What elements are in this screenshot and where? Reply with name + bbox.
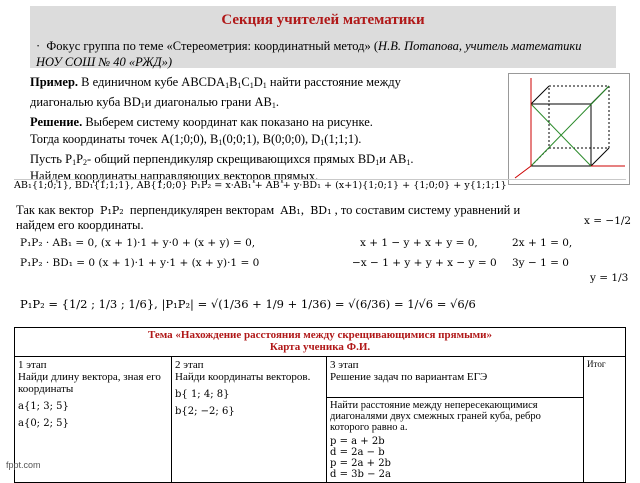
stage-1-title: 1 этап: [18, 359, 47, 371]
solution-line4: Найдем координаты направляющих векторов прямых.: [30, 169, 319, 183]
stage-2-vec-b1: b{ 1; 4; 8}: [175, 389, 230, 400]
system-line-3: 2x + 1 = 0,: [512, 237, 573, 249]
task-d2: d = 3b − 2a: [330, 469, 391, 480]
stage-2-vec-b2: b{2; −2; 6}: [175, 406, 235, 417]
equation-2: P₁P₂ · BD₁ = 0 (x + 1)·1 + y·1 + (x + y)·1 = 0: [20, 257, 260, 269]
stage-3-cell: [327, 357, 584, 398]
cube-diagram: [509, 74, 629, 184]
equation-1: P₁P₂ · AB₁ = 0, (x + 1)·1 + y·0 + (x + y) = 0,: [20, 237, 256, 249]
stage-2-title: 2 этап: [175, 359, 204, 371]
solution-line1: Решение. Выберем систему координат как показано на рисунке.: [30, 115, 373, 129]
system-line-1: x + 1 − y + x + y = 0,: [360, 237, 478, 249]
result-formula: P₁P₂ = {1/2 ; 1/3 ; 1/6}, |P₁P₂| = √(1/36 + 1/9 + 1/36) = √(6/36) = 1/√6 = √6/6: [20, 297, 476, 311]
example-line1: Пример. В единичном кубе $ABCDA_1B_1C_1D_1$ найти расстояние между: [30, 75, 401, 90]
diagonal-bd1: [531, 86, 609, 166]
solution-y: y = 1/3: [590, 272, 629, 284]
result-label: Итог: [587, 359, 606, 369]
axis-x: [515, 166, 531, 178]
stage-3-desc: Решение задач по вариантам ЕГЭ: [330, 371, 488, 383]
task-p1: p = a + 2b: [330, 436, 385, 447]
solution-line2: Тогда координаты точек A(1;0;0), $B_1(0;0;1)$, B(0;0;0), $D_1(1;1;1)$.: [30, 132, 362, 147]
task-d1: d = 2a − b: [330, 447, 385, 458]
example-line2: диагональю куба $BD_1и$ диагональю грани $AB_1$.: [30, 95, 279, 110]
stage-1-vec-a2: a{0; 2; 5}: [18, 418, 69, 429]
cube-edge: [591, 148, 609, 166]
card-header: [15, 328, 626, 357]
result-cell: [584, 357, 626, 483]
cube-edge: [531, 86, 549, 104]
footer-watermark: fppt.com: [6, 460, 41, 470]
stage-1-desc: Найди длину вектора, зная его координаты: [18, 371, 161, 395]
solution-line3: Пусть $P_1P_2-$ общий перпендикуляр скрещивающихся прямых $BD_1и$ $AB_1$.: [30, 152, 414, 167]
cube-figure: [508, 73, 630, 185]
student-card: [14, 327, 626, 483]
vectors-formula: AB₁{1;0;1}, BD₁{1;1;1}, AB{1;0;0} P₁P₂ = x·AB₁ + AB + y·BD₁ + (x+1){1;0;1} + {1;0;0} + y{1;1;1}: [14, 180, 507, 191]
paragraph-line1: Так как вектор P₁P₂ перпендикулярен векторам AB₁, BD₁ , то составим систему уравнений и: [16, 203, 521, 217]
card-theme: Тема «Нахождение расстояния между скрещивающимися прямыми»: [147, 329, 493, 341]
card-title: Карта ученика Ф.И.: [269, 341, 371, 353]
task-p2: p = 2a + 2b: [330, 458, 391, 469]
stage-1-vec-a1: a{1; 3; 5}: [18, 401, 69, 412]
task-cell: [327, 398, 584, 483]
header-box: [30, 6, 616, 68]
solution-x: x = −1/2: [584, 215, 632, 227]
stage-2-desc: Найди координаты векторов.: [175, 371, 311, 383]
vectors-band: [14, 179, 626, 193]
stage-3-title: 3 этап: [330, 359, 359, 371]
system-line-2: −x − 1 + y + y + x − y = 0: [352, 257, 497, 269]
system-line-4: 3y − 1 = 0: [512, 257, 569, 269]
subtitle: · Фокус группа по теме «Стереометрия: координатный метод» (Н.В. Потапова, учитель математики НОУ СОШ № 40 «РЖД»): [36, 39, 582, 69]
stage-2-cell: [172, 357, 327, 483]
section-title: Секция учителей математики: [221, 12, 425, 28]
paragraph-line2: найдем его координаты.: [16, 218, 144, 232]
task-text: Найти расстояние между непересекающимися диагоналями двух смежных граней куба, ребро которого равно a.: [330, 400, 541, 433]
